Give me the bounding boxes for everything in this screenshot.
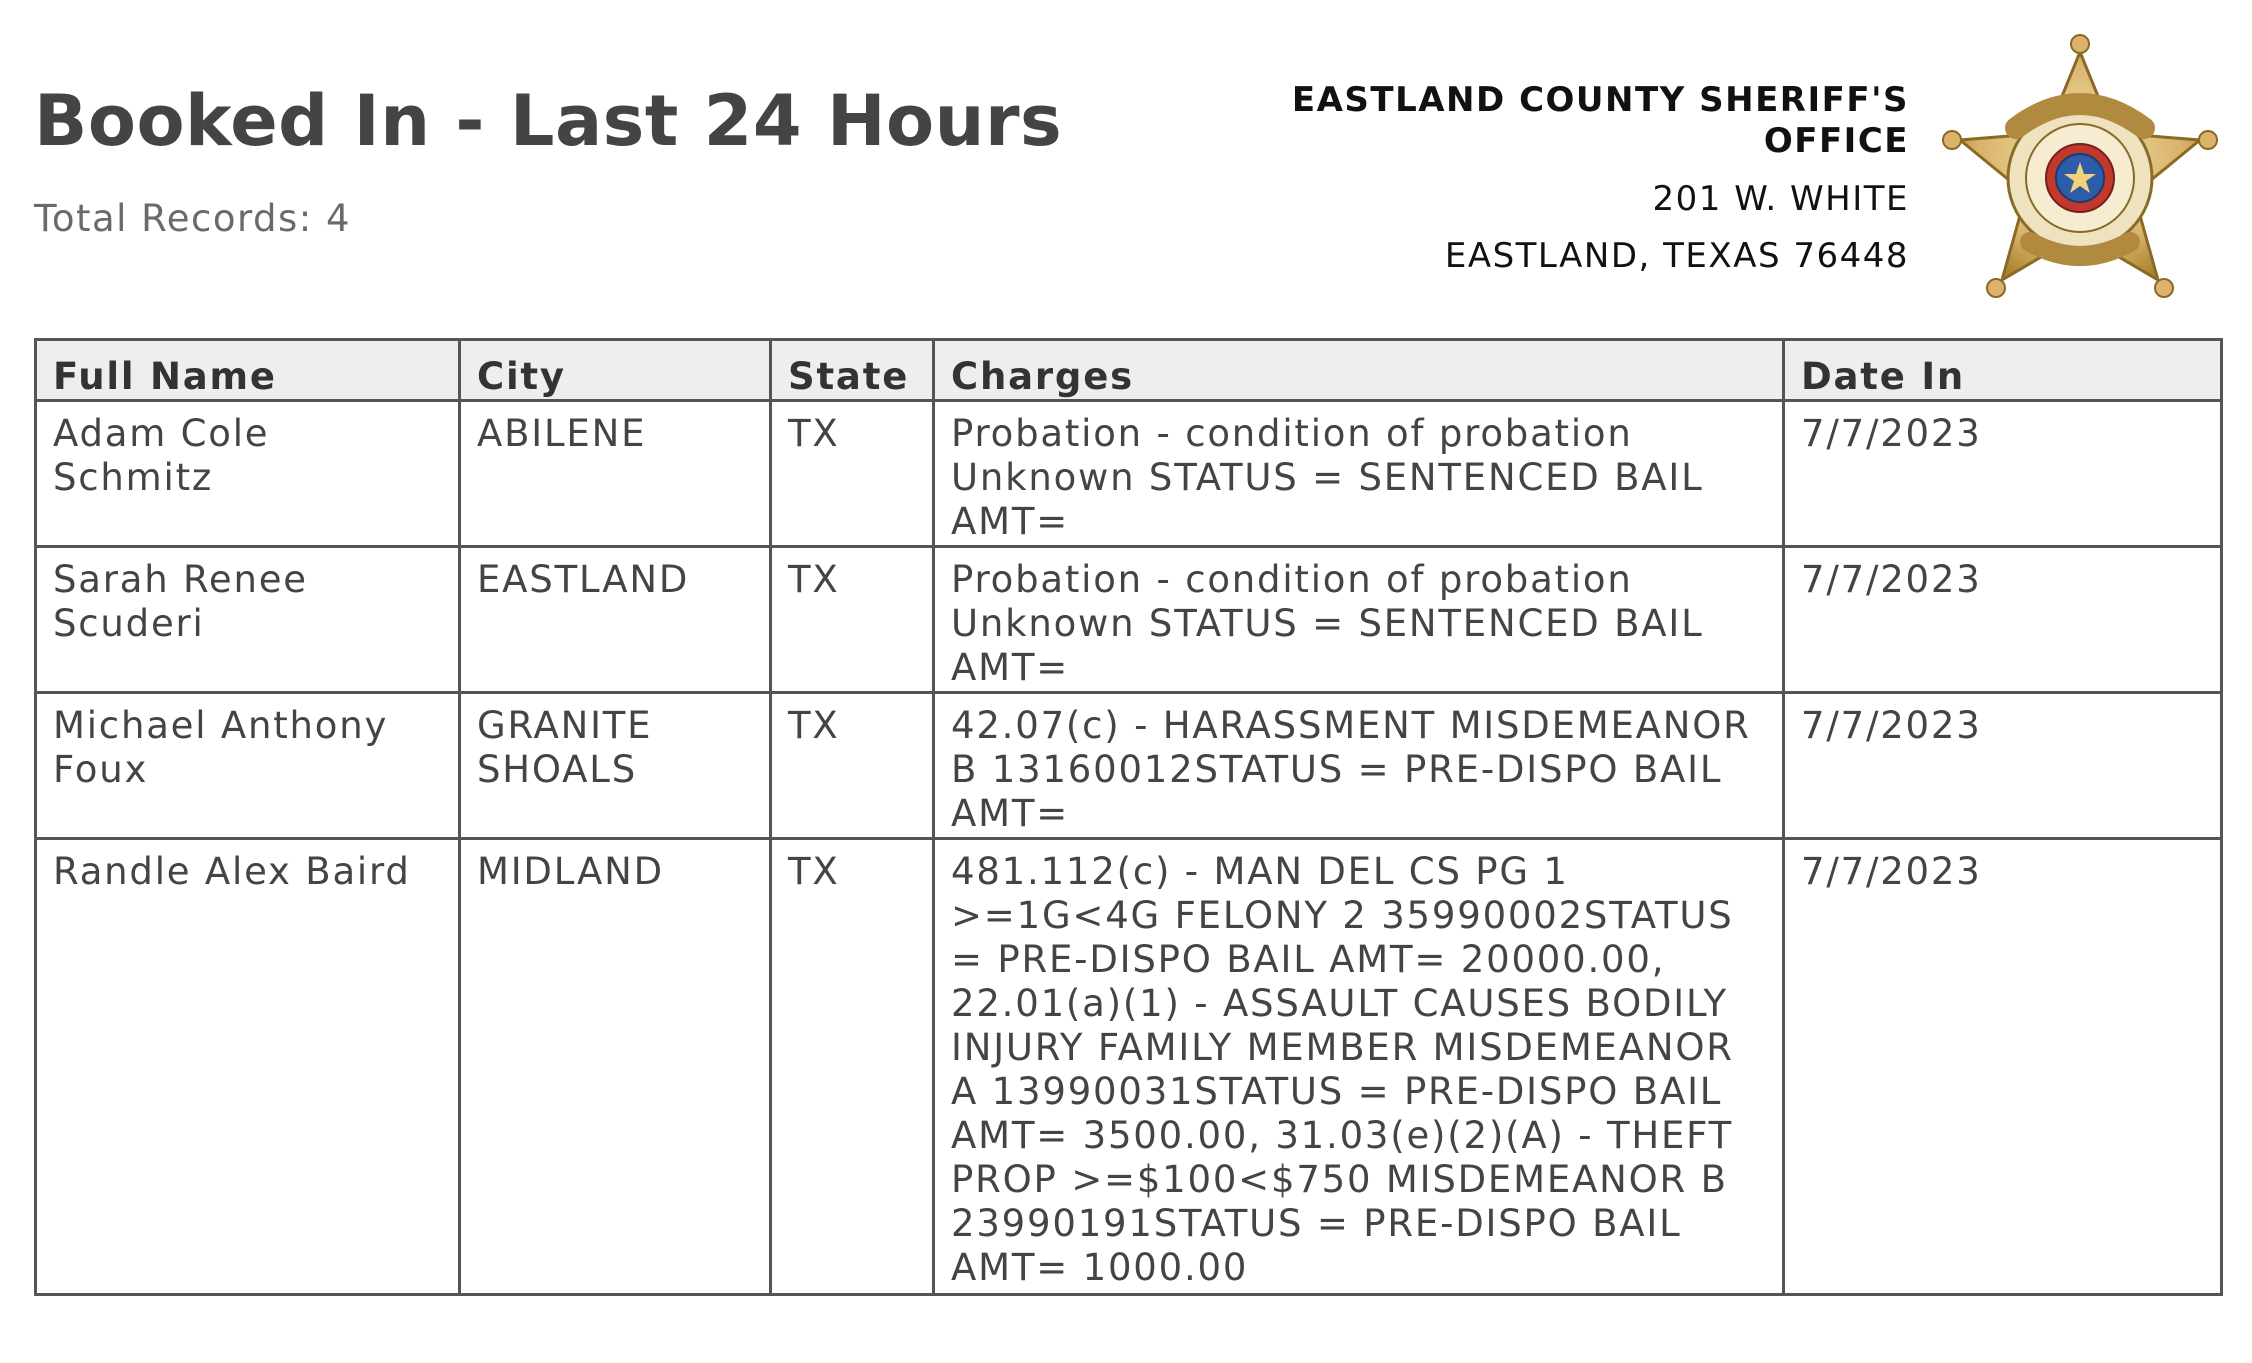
sheriff-star-badge-icon (1938, 30, 2223, 305)
office-city-state-zip: EASTLAND, TEXAS 76448 (1444, 236, 1909, 276)
cell-date-in: 7/7/2023 (1784, 693, 2222, 839)
cell-state: TX (771, 693, 934, 839)
office-name: EASTLAND COUNTY SHERIFF'S OFFICE (1291, 80, 1909, 161)
total-records-count: Total Records: 4 (34, 197, 352, 240)
page-title: Booked In - Last 24 Hours (34, 80, 1063, 162)
office-address: 201 W. WHITE (1652, 179, 1909, 219)
office-info (1209, 80, 1909, 277)
column-header-full-name: Full Name (36, 340, 460, 401)
cell-state: TX (771, 839, 934, 1295)
cell-city: MIDLAND (460, 839, 771, 1295)
column-header-date-in: Date In (1784, 340, 2222, 401)
bookings-table (34, 338, 2223, 1296)
cell-charges: Probation - condition of probation Unknown STATUS = SENTENCED BAIL AMT= (934, 547, 1784, 693)
cell-city: ABILENE (460, 401, 771, 547)
cell-charges: 42.07(c) - HARASSMENT MISDEMEANOR B 13160012STATUS = PRE-DISPO BAIL AMT= (934, 693, 1784, 839)
column-header-state: State (771, 340, 934, 401)
cell-full-name: Michael Anthony Foux (36, 693, 460, 839)
table-row (36, 401, 2222, 547)
cell-full-name: Sarah Renee Scuderi (36, 547, 460, 693)
cell-date-in: 7/7/2023 (1784, 839, 2222, 1295)
column-header-charges: Charges (934, 340, 1784, 401)
cell-date-in: 7/7/2023 (1784, 401, 2222, 547)
cell-full-name: Adam Cole Schmitz (36, 401, 460, 547)
cell-city: EASTLAND (460, 547, 771, 693)
cell-charges: 481.112(c) - MAN DEL CS PG 1 >=1G<4G FELONY 2 35990002STATUS = PRE-DISPO BAIL AMT= 20000.00, 22.01(a)(1) - ASSAULT CAUSES BODILY INJURY FAMILY MEMBER MISDEMEANOR A 13990031STATUS = PRE-DISPO BAIL AMT= 3500.00, 31.03(e)(2)(A) - THEFT PROP >=$100<$750 MISDEMEANOR B 23990191STATUS = PRE-DISPO BAIL AMT= 1000.00 (934, 839, 1784, 1295)
cell-charges: Probation - condition of probation Unknown STATUS = SENTENCED BAIL AMT= (934, 401, 1784, 547)
table-row (36, 839, 2222, 1295)
table-row (36, 547, 2222, 693)
cell-full-name: Randle Alex Baird (36, 839, 460, 1295)
cell-date-in: 7/7/2023 (1784, 547, 2222, 693)
column-header-city: City (460, 340, 771, 401)
table-row (36, 693, 2222, 839)
cell-state: TX (771, 547, 934, 693)
cell-city: GRANITE SHOALS (460, 693, 771, 839)
table-header-row (36, 340, 2222, 401)
cell-state: TX (771, 401, 934, 547)
